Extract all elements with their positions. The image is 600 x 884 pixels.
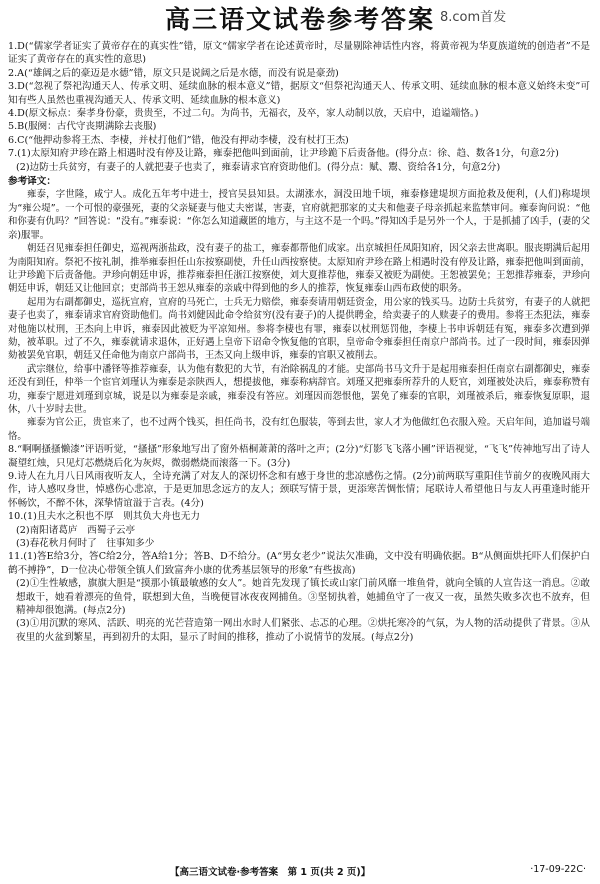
answer-11-1: 11.(1)答E给3分，答C给2分，答A给1分；答B、D不给分。(A“男女老少”说法欠准确，文中没有明确依据。B“从侧面烘托吓人们保护白鹤不搏挣”，D一位决心带领全镇人们致富奔小康的优秀基层领导的形象”有些拔高) bbox=[8, 551, 590, 576]
answer-3: 3.D(“忽视了祭祀沟通天人、传承文明、延续血脉的根本意义”错，据原文“但祭祀沟通天人、传承文明、延续血脉的根本意义始终未变”可知有些人虽然也重视沟通天人、传承文明、延续血脉的根本意义) bbox=[8, 81, 590, 106]
answers-body bbox=[8, 40, 590, 644]
answer-5: 5.B(服阕：古代守丧期满除去丧服) bbox=[8, 121, 157, 133]
translation-paragraph: 雍泰为官公正，贵宦来了，也不过两个钱买，担任尚书，没有红色服装，等到去世，家人才为他做红色衣服入殓。天启年间，追加谥号端恪。 bbox=[8, 417, 590, 442]
answer-1: 1.D(“儒家学者证实了黄帝存在的真实性”错，原文“儒家学者在论述黄帝时，尽量剔除神话性内容，将黄帝视为华夏族道统的创造者”不是证实了黄帝存在的真实性的意思) bbox=[8, 41, 590, 66]
page-title: 高三语文试卷参考答案 bbox=[164, 5, 435, 34]
translation-paragraph: 武宗继位，给事中潘铎等推荐雍泰，认为他有数犯的大节，有治除祸乱的才能。史部尚书马文升于是起用雍泰担任南京右副都御史，雍泰还没有到任，仲举一个宦官刘瑾认为雍泰是亲陕西人，想提拔他，雍泰称病辞官。刘瑾又把雍泰所荐升的人贬官，刘瑾被处决后，雍泰称赞有功，雍泰宁愿进刘瑾到京城，说是以为雍泰是亲戚，雍泰没有答应。刘瑾因而怨恨他，罢免了雍泰的官职，刘瑾被杀后，雍泰恢复原职，退休，八十岁时去世。 bbox=[8, 363, 590, 415]
watermark-text: 8.com首发 bbox=[440, 10, 507, 25]
answer-7-1: 7.(1)太原知府尹珍在路上相遇时没有停及让路，雍泰把他叫到面前，让尹珍跪下后责备他。(得分点：徐、趋、数各1分，句意2分) bbox=[8, 148, 559, 160]
answer-11-3: (3)①用沉默的寒风、活跃、明亮的光芒营造第一网出水时人们紧张、忐忑的心理。②烘托寒冷的气氛，为人物的活动提供了背景。③从夜里的火盆到繁星，再到初升的太阳，显示了时间的推移，推动了小说情节的发展。(每点2分) bbox=[16, 618, 590, 643]
answer-10-1: 10.(1)且夫水之积也不厚 则其负大舟也无力 bbox=[8, 511, 200, 523]
answer-10-2: (2)南阳诸葛庐 西蜀子云亭 bbox=[16, 524, 136, 536]
footer-page-info: 【高三语文试卷·参考答案 第 1 页(共 2 页)】 bbox=[170, 867, 371, 878]
footer-code: ·17-09-22C· bbox=[530, 864, 586, 875]
answer-2: 2.A(“雄阔之后的豪迈是水德”错，原文只是说阔之后是水德，而没有说是豪劲) bbox=[8, 67, 339, 79]
translation-paragraph: 雍泰，字世隆，咸宁人。成化五年考中进士，授官吴县知县。太湖涨水，洞没田地千顷，雍泰修建堤坝方面抢救及便利，(人们)称堤坝为“雍公堤”。一个可恨的豪强死，妻的父亲疑妻与他丈夫密谋，害妻，官府就把那家的丈夫和他妻子母亲抓起来监禁审问。雍泰询问说：“他和你妻有仇吗？”回答说：“没有。”雍泰说：“你怎么知道藏匿的地方，与主这不是一个吗。”得知凶手是另外一个人，于是抓捕了凶手，(妻的父亲)服罪。 bbox=[8, 189, 590, 241]
answer-10-3: (3)春花秋月何时了 往事知多少 bbox=[16, 538, 155, 550]
translation-heading: 参考译文： bbox=[8, 176, 56, 188]
answer-11-2: (2)①生性敏感，旗旗大胆是“摸那小镇最敏感的女人”。她首先发现了镇长或山家门前风靡一堆鱼骨，就向全镇的人宣告这一消息。②敢想敢干，她看着漂亮的鱼骨，联想到大鱼，当晚便冒冰夜夜网捕鱼。③坚韧执着，她捕鱼守了一夜又一夜，虽然失败多次也不放弃，但精神却很饱满。(每点2分) bbox=[16, 578, 590, 617]
answer-9: 9.诗人在九月八日风雨夜听友人，全诗充满了对友人的深切怀念和有感于身世的悲凉感伤之情。(2分)前两联写重阳佳节前夕的夜晚风雨大作，诗人感叹身世，悼感伤心悲凉，于是更加思念远方的友人；颈联写情于景，更添寒苦惆怅情；尾联诗人希望他日与友人再重逢时能开怀畅饮，不醉不休，深挚情谊溢于言表。(4分) bbox=[8, 471, 590, 509]
answer-8: 8.“啊啊搔搔懒漆”评语听觉，“搔搔”形象地写出了窗外梧桐萧萧的落叶之声；(2分)“灯影飞飞落小圃”评语视觉，“飞飞”传神地写出了诗人凝望红烛，只见灯芯燃烧后化为灰烬，微弱燃烧而滚落一下。(3分) bbox=[8, 444, 590, 469]
answer-7-2: (2)边防士兵贫穷，有妻子的人就把妻子也卖了，雍泰请求官府资助他们。(得分点：赋、鬻、资给各1分，句意2分) bbox=[16, 161, 501, 173]
translation-paragraph: 朝廷召见雍泰担任御史，巡视两浙盐政，没有妻子的盐工，雍泰都帮他们成家。出京城担任凤阳知府，因父亲去世离职。服丧期满后起用为南阳知府。祭祀不按礼制，推举雍泰担任山东按察副使，升任山西按察使。太原知府尹珍在路上相遇时没有停及让路，雍泰把他叫到面前，让尹珍跪下后责备他。尹珍向朝廷申诉，推荐雍泰担任浙江按察使，刘大夏推荐他，雍泰又被贬为副使。王恕被罢免；王恕推荐雍泰，尹珍向朝廷申诉，朝廷又让他回京；吏部尚书王恕从雍泰的亲戚中得到他的乡人的推荐，恢复雍泰山西布政使的职务。 bbox=[8, 243, 590, 295]
answer-4: 4.D(原文标点：秦孝身份豪，贵贵至，不过二句。为尚书，无福衣，及卒，家人动制以放，天启中，追谥端恪。) bbox=[8, 108, 479, 120]
answer-6: 6.C(“他押动参将王杰、李棲，并杖打他们”错，他没有押动李棲，没有杖打王杰) bbox=[8, 134, 349, 146]
translation-paragraph: 起用为右副都御史，巡抚宣府，宣府的马死亡，士兵无力赔偿，雍泰奏请用朝廷资金，用公家的钱买马。边防士兵贫穷，有妻子的人就把妻子也卖了，雍泰请求官府资助他们。尚书刘健因此命令给贫穷(没有妻子)的人提供聘金，给卖妻子的人赎妻子的费用。参将王杰犯法，雍泰对他施以杖刑，王杰向上申诉，雍泰因此被贬为平凉知州。参将李棲也有罪，雍泰以杖刑惩罚他，李棲上书申诉朝廷有冤，雍泰多次遭到弹劾，被革职。过了不久，雍泰就请求退休，正好遇上皇帝下诏命令恢复他的官职，皇帝命令雍泰担任南京户部尚书。过了一段时间，雍泰因弹劾被罢免官职，朝廷又任命他为南京户部尚书，王杰又向上级申诉，雍泰的官职又被削去。 bbox=[8, 296, 590, 362]
